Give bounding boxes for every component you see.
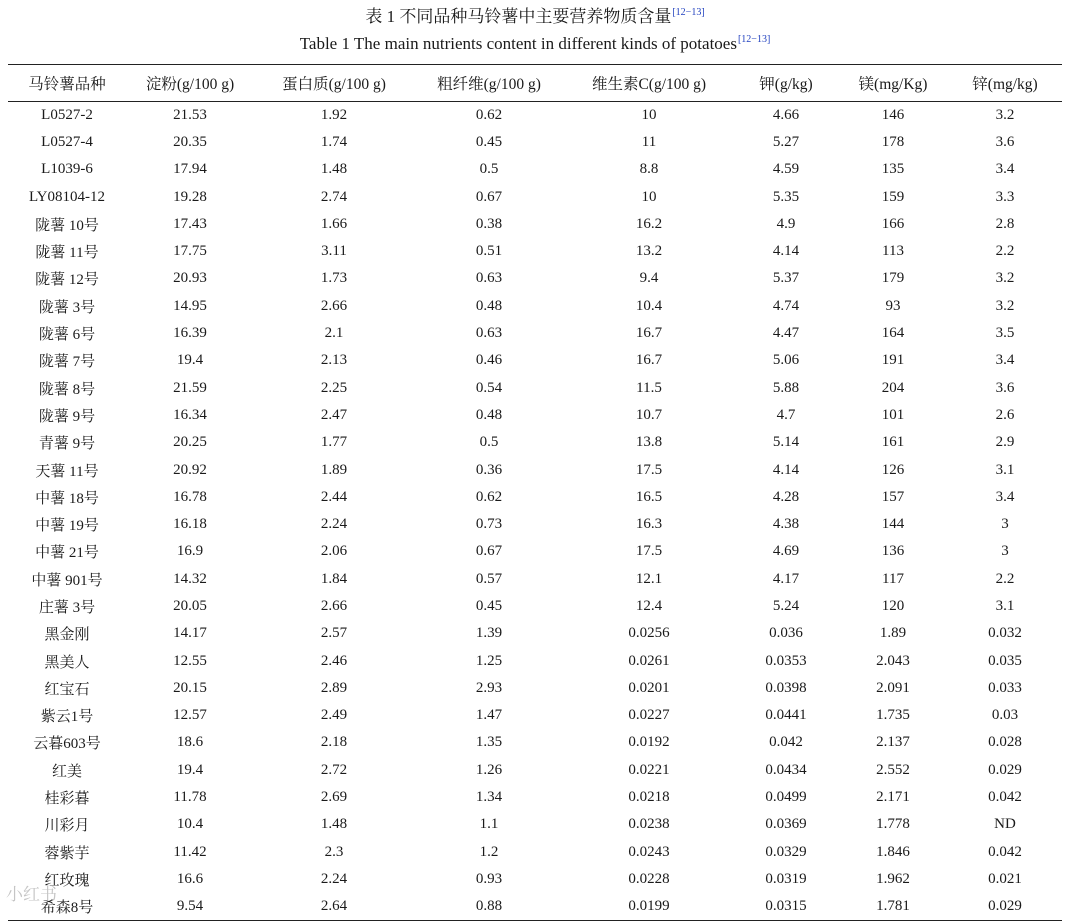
variety-name-cell: 红玫瑰 <box>44 872 90 889</box>
column-header: 粗纤维(g/100 g) <box>414 65 564 102</box>
value-cell: 1.48 <box>320 816 348 833</box>
value-cell: 13.2 <box>635 243 663 260</box>
value-cell: 20.93 <box>173 270 207 287</box>
variety-name-cell: 中薯 19号 <box>35 518 99 535</box>
value-cell: 9.54 <box>126 893 254 920</box>
value-cell: 10 <box>641 188 657 205</box>
value-cell: 2.06 <box>320 543 348 560</box>
variety-name-cell: 陇薯 11号 <box>35 245 99 262</box>
value-cell: 8.8 <box>639 161 659 178</box>
value-cell: 0.62 <box>475 488 503 505</box>
value-cell: 2.93 <box>475 679 503 696</box>
value-cell: 1.48 <box>320 161 348 178</box>
value-cell: 11 <box>641 133 657 150</box>
table-row <box>8 866 1062 893</box>
variety-name-cell: 青薯 9号 <box>38 436 96 453</box>
table-row <box>8 538 1062 565</box>
table-row <box>8 456 1062 483</box>
value-cell: 0.93 <box>475 870 503 887</box>
variety-name-cell: 陇薯 3号 <box>38 299 96 316</box>
value-cell: 0.042 <box>988 843 1022 860</box>
value-cell: 0.67 <box>475 543 503 560</box>
value-cell: 14.95 <box>173 297 207 314</box>
value-cell: 17.94 <box>173 161 207 178</box>
value-cell: 1.962 <box>876 870 910 887</box>
value-cell: 0.5 <box>479 434 499 451</box>
table-row <box>8 320 1062 347</box>
value-cell: 4.28 <box>772 488 800 505</box>
value-cell: 1.25 <box>475 652 503 669</box>
value-cell: 20.05 <box>173 597 207 614</box>
variety-name-cell: 桂彩暮 <box>44 791 90 808</box>
value-cell: 2.1 <box>324 325 344 342</box>
value-cell: 0.48 <box>475 406 503 423</box>
variety-name-cell: 中薯 18号 <box>35 490 99 507</box>
value-cell: 2.46 <box>320 652 348 669</box>
value-cell: 2.24 <box>320 516 348 533</box>
value-cell: 16.7 <box>635 325 663 342</box>
value-cell: 3 <box>1001 516 1009 533</box>
value-cell: 0.62 <box>475 106 503 123</box>
value-cell: 1.92 <box>320 106 348 123</box>
value-cell: 0.042 <box>769 734 803 751</box>
value-cell: 0.38 <box>475 215 503 232</box>
value-cell: 1.77 <box>320 434 348 451</box>
value-cell: 16.3 <box>635 516 663 533</box>
value-cell: 161 <box>881 434 905 451</box>
value-cell: 3.3 <box>995 188 1015 205</box>
value-cell: 0.0329 <box>765 843 807 860</box>
table-row <box>8 647 1062 674</box>
value-cell: 0.45 <box>475 597 503 614</box>
value-cell: 19.4 <box>176 352 204 369</box>
table-row <box>8 702 1062 729</box>
value-cell: 3.2 <box>995 106 1015 123</box>
value-cell: 0.036 <box>769 625 803 642</box>
value-cell: 0.029 <box>948 893 1062 920</box>
value-cell: 3.2 <box>995 270 1015 287</box>
column-header: 锌(mg/kg) <box>948 65 1062 102</box>
value-cell: 5.27 <box>772 133 800 150</box>
value-cell: 11.78 <box>173 789 207 806</box>
column-header: 钾(g/kg) <box>734 65 838 102</box>
value-cell: 0.57 <box>475 570 503 587</box>
value-cell: 93 <box>885 297 901 314</box>
table-row <box>8 402 1062 429</box>
variety-name-cell: 中薯 901号 <box>31 572 103 589</box>
value-cell: 2.69 <box>320 789 348 806</box>
value-cell: 17.5 <box>635 461 663 478</box>
variety-name-cell: 陇薯 7号 <box>38 354 96 371</box>
caption-en-ref[interactable]: [12−13] <box>737 34 771 46</box>
table-row <box>8 757 1062 784</box>
value-cell: 19.4 <box>176 761 204 778</box>
value-cell: 0.0228 <box>628 870 670 887</box>
variety-name-cell: 陇薯 10号 <box>35 217 99 234</box>
caption-cn-text: 表 1 不同品种马铃薯中主要营养物质含量 <box>365 7 672 26</box>
header-row <box>8 65 1062 102</box>
value-cell: 2.552 <box>876 761 910 778</box>
value-cell: 1.26 <box>475 761 503 778</box>
value-cell: 3.1 <box>995 461 1015 478</box>
value-cell: 164 <box>881 325 905 342</box>
value-cell: 19.28 <box>173 188 207 205</box>
variety-name-cell: 黑金刚 <box>44 627 90 644</box>
value-cell: 2.47 <box>320 406 348 423</box>
value-cell: 0.0441 <box>765 707 807 724</box>
value-cell: 4.7 <box>776 406 796 423</box>
table-row <box>8 156 1062 183</box>
value-cell: 1.66 <box>320 215 348 232</box>
variety-name-cell: 蓉紫芋 <box>44 845 90 862</box>
value-cell: 0.51 <box>475 243 503 260</box>
value-cell: 4.14 <box>772 461 800 478</box>
table-row <box>8 211 1062 238</box>
value-cell: 1.34 <box>475 789 503 806</box>
value-cell: 0.033 <box>988 679 1022 696</box>
caption-cn-ref[interactable]: [12−13] <box>672 7 705 19</box>
table-row <box>8 566 1062 593</box>
value-cell: 16.78 <box>173 488 207 505</box>
value-cell: 2.57 <box>320 625 348 642</box>
value-cell: 5.37 <box>772 270 800 287</box>
value-cell: 16.39 <box>173 325 207 342</box>
nutrients-table <box>8 64 1062 921</box>
value-cell: 135 <box>881 161 905 178</box>
variety-name-cell: 红宝石 <box>44 681 90 698</box>
table-header <box>8 65 1062 102</box>
value-cell: 204 <box>881 379 905 396</box>
value-cell: 117 <box>882 570 904 587</box>
value-cell: 16.2 <box>635 215 663 232</box>
value-cell: 2.66 <box>320 297 348 314</box>
value-cell: 0.03 <box>991 707 1019 724</box>
value-cell: 3.4 <box>995 488 1015 505</box>
value-cell: 3.6 <box>995 379 1015 396</box>
value-cell: 0.0499 <box>765 789 807 806</box>
table-row <box>8 729 1062 756</box>
value-cell: 4.17 <box>772 570 800 587</box>
value-cell: 0.0256 <box>628 625 670 642</box>
value-cell: 0.029 <box>988 761 1022 778</box>
value-cell: 0.63 <box>475 325 503 342</box>
value-cell: 12.55 <box>173 652 207 669</box>
value-cell: 0.0319 <box>765 870 807 887</box>
variety-name-cell: 陇薯 8号 <box>38 381 96 398</box>
value-cell: 1.47 <box>475 707 503 724</box>
variety-name-cell: LY08104-12 <box>29 188 105 205</box>
value-cell: 18.6 <box>176 734 204 751</box>
value-cell: 4.38 <box>772 516 800 533</box>
value-cell: 1.89 <box>879 625 907 642</box>
value-cell: 10 <box>641 106 657 123</box>
value-cell: 0.0201 <box>628 679 670 696</box>
table-caption-en <box>0 34 1070 54</box>
value-cell: 2.24 <box>320 870 348 887</box>
value-cell: 0.035 <box>988 652 1022 669</box>
value-cell: 179 <box>881 270 905 287</box>
column-header: 维生素C(g/100 g) <box>564 65 734 102</box>
value-cell: 166 <box>881 215 905 232</box>
value-cell: 101 <box>881 406 905 423</box>
value-cell: 21.59 <box>173 379 207 396</box>
value-cell: 2.043 <box>876 652 910 669</box>
value-cell: 1.735 <box>876 707 910 724</box>
table-row <box>8 238 1062 265</box>
value-cell: 0.0434 <box>765 761 807 778</box>
variety-name-cell: 红美 <box>51 763 82 780</box>
value-cell: 0.48 <box>475 297 503 314</box>
value-cell: 2.25 <box>320 379 348 396</box>
value-cell: 2.2 <box>995 243 1015 260</box>
value-cell: 0.45 <box>475 133 503 150</box>
value-cell: 144 <box>881 516 905 533</box>
value-cell: 2.72 <box>320 761 348 778</box>
value-cell: 0.021 <box>988 870 1022 887</box>
variety-name-cell: 陇薯 9号 <box>38 408 96 425</box>
variety-name-cell: 紫云1号 <box>40 709 94 726</box>
value-cell: 0.63 <box>475 270 503 287</box>
value-cell: 2.44 <box>320 488 348 505</box>
value-cell: 21.53 <box>173 106 207 123</box>
table-row <box>8 484 1062 511</box>
value-cell: 4.74 <box>772 297 800 314</box>
value-cell: 4.59 <box>772 161 800 178</box>
value-cell: 157 <box>881 488 905 505</box>
value-cell: 0.0398 <box>765 679 807 696</box>
value-cell: 12.1 <box>635 570 663 587</box>
column-header: 蛋白质(g/100 g) <box>254 65 414 102</box>
column-header: 镁(mg/Kg) <box>838 65 948 102</box>
variety-name-cell: 希森8号 <box>8 893 126 920</box>
value-cell: 16.5 <box>635 488 663 505</box>
value-cell: 16.34 <box>173 406 207 423</box>
value-cell: 191 <box>881 352 905 369</box>
value-cell: 0.0221 <box>628 761 670 778</box>
value-cell: 12.4 <box>635 597 663 614</box>
value-cell: 13.8 <box>635 434 663 451</box>
value-cell: 10.4 <box>635 297 663 314</box>
table-body <box>8 102 1062 921</box>
value-cell: 5.24 <box>772 597 800 614</box>
value-cell: 0.67 <box>475 188 503 205</box>
value-cell: 2.18 <box>320 734 348 751</box>
table-row <box>8 811 1062 838</box>
value-cell: 4.69 <box>772 543 800 560</box>
table-row <box>8 593 1062 620</box>
table-row <box>8 429 1062 456</box>
value-cell: 136 <box>881 543 905 560</box>
table-row <box>8 183 1062 210</box>
value-cell: 0.0261 <box>628 652 670 669</box>
value-cell: 0.0353 <box>765 652 807 669</box>
value-cell: 11.5 <box>636 379 662 396</box>
value-cell: 16.6 <box>176 870 204 887</box>
variety-name-cell: L1039-6 <box>41 161 93 178</box>
value-cell: 1.73 <box>320 270 348 287</box>
value-cell: 2.137 <box>876 734 910 751</box>
value-cell: 2.9 <box>995 434 1015 451</box>
value-cell: 12.57 <box>173 707 207 724</box>
value-cell: 0.028 <box>988 734 1022 751</box>
table-row <box>8 265 1062 292</box>
value-cell: 5.35 <box>772 188 800 205</box>
variety-name-cell: L0527-4 <box>41 133 93 150</box>
variety-name-cell: 陇薯 6号 <box>38 327 96 344</box>
value-cell: 0.54 <box>475 379 503 396</box>
value-cell: 2.3 <box>324 843 344 860</box>
value-cell: 2.2 <box>995 570 1015 587</box>
value-cell: 0.0243 <box>628 843 670 860</box>
value-cell: 0.46 <box>475 352 503 369</box>
value-cell: 20.25 <box>173 434 207 451</box>
value-cell: 17.43 <box>173 215 207 232</box>
value-cell: 0.0192 <box>628 734 670 751</box>
value-cell: 14.17 <box>173 625 207 642</box>
value-cell: 159 <box>881 188 905 205</box>
value-cell: 1.778 <box>876 816 910 833</box>
table-row <box>8 675 1062 702</box>
value-cell: 113 <box>882 243 904 260</box>
value-cell: 14.32 <box>173 570 207 587</box>
value-cell: 9.4 <box>639 270 659 287</box>
value-cell: 1.74 <box>320 133 348 150</box>
value-cell: 2.6 <box>995 406 1015 423</box>
value-cell: 0.0315 <box>734 893 838 920</box>
value-cell: 16.7 <box>635 352 663 369</box>
nutrients-table-container <box>8 64 1062 921</box>
value-cell: 10.7 <box>635 406 663 423</box>
value-cell: 0.0238 <box>628 816 670 833</box>
value-cell: 16.9 <box>176 543 204 560</box>
value-cell: 1.1 <box>479 816 499 833</box>
table-row <box>8 347 1062 374</box>
table-row <box>8 374 1062 401</box>
value-cell: 2.8 <box>995 215 1015 232</box>
variety-name-cell: 天薯 11号 <box>35 463 99 480</box>
value-cell: 3.4 <box>995 352 1015 369</box>
table-row <box>8 511 1062 538</box>
value-cell: 3.4 <box>995 161 1015 178</box>
caption-en-text: Table 1 The main nutrients content in different kinds of potatoes <box>299 34 737 53</box>
value-cell: 178 <box>881 133 905 150</box>
value-cell: 0.0199 <box>564 893 734 920</box>
value-cell: 20.92 <box>173 461 207 478</box>
variety-name-cell: 庄薯 3号 <box>38 599 96 616</box>
value-cell: 20.35 <box>173 133 207 150</box>
value-cell: 4.66 <box>772 106 800 123</box>
value-cell: 3.1 <box>995 597 1015 614</box>
value-cell: 4.47 <box>772 325 800 342</box>
variety-name-cell: 陇薯 12号 <box>35 272 99 289</box>
value-cell: 2.13 <box>320 352 348 369</box>
value-cell: 4.14 <box>772 243 800 260</box>
variety-name-cell: 中薯 21号 <box>35 545 99 562</box>
value-cell: 2.64 <box>254 893 414 920</box>
value-cell: 3.5 <box>995 325 1015 342</box>
value-cell: 0.042 <box>988 789 1022 806</box>
value-cell: 11.42 <box>173 843 207 860</box>
value-cell: 20.15 <box>173 679 207 696</box>
value-cell: 146 <box>881 106 905 123</box>
value-cell: 5.88 <box>772 379 800 396</box>
value-cell: 2.171 <box>876 789 910 806</box>
value-cell: 10.4 <box>176 816 204 833</box>
value-cell: 1.39 <box>475 625 503 642</box>
value-cell: 4.9 <box>776 215 796 232</box>
value-cell: 1.89 <box>320 461 348 478</box>
variety-name-cell: 黑美人 <box>44 654 90 671</box>
value-cell: 2.66 <box>320 597 348 614</box>
value-cell: 0.5 <box>479 161 499 178</box>
value-cell: 5.06 <box>772 352 800 369</box>
table-row <box>8 129 1062 156</box>
watermark-logo: 小红书 <box>6 885 57 905</box>
value-cell: 2.49 <box>320 707 348 724</box>
table-row <box>8 784 1062 811</box>
value-cell: ND <box>994 816 1016 833</box>
value-cell: 1.2 <box>479 843 499 860</box>
value-cell: 2.89 <box>320 679 348 696</box>
value-cell: 16.18 <box>173 516 207 533</box>
value-cell: 126 <box>881 461 905 478</box>
value-cell: 3.6 <box>995 133 1015 150</box>
value-cell: 0.73 <box>475 516 503 533</box>
value-cell: 3 <box>1001 543 1009 560</box>
value-cell: 2.74 <box>320 188 348 205</box>
column-header: 淀粉(g/100 g) <box>126 65 254 102</box>
table-row <box>8 620 1062 647</box>
value-cell: 0.0227 <box>628 707 670 724</box>
value-cell: 2.091 <box>876 679 910 696</box>
value-cell: 3.2 <box>995 297 1015 314</box>
value-cell: 17.5 <box>635 543 663 560</box>
variety-name-cell: 云暮603号 <box>33 736 101 753</box>
value-cell: 3.11 <box>321 243 347 260</box>
variety-name-cell: L0527-2 <box>41 106 93 123</box>
value-cell: 17.75 <box>173 243 207 260</box>
value-cell: 0.36 <box>475 461 503 478</box>
table-row <box>8 102 1062 129</box>
table-row <box>8 293 1062 320</box>
value-cell: 1.84 <box>320 570 348 587</box>
table-row <box>8 893 1062 920</box>
table-row <box>8 839 1062 866</box>
value-cell: 1.846 <box>876 843 910 860</box>
column-header: 马铃薯品种 <box>8 65 126 102</box>
table-caption-cn <box>0 2 1070 27</box>
value-cell: 0.032 <box>988 625 1022 642</box>
value-cell: 0.88 <box>414 893 564 920</box>
value-cell: 1.781 <box>838 893 948 920</box>
value-cell: 0.0218 <box>628 789 670 806</box>
value-cell: 120 <box>881 597 905 614</box>
variety-name-cell: 川彩月 <box>44 818 90 835</box>
value-cell: 5.14 <box>772 434 800 451</box>
value-cell: 1.35 <box>475 734 503 751</box>
value-cell: 0.0369 <box>765 816 807 833</box>
